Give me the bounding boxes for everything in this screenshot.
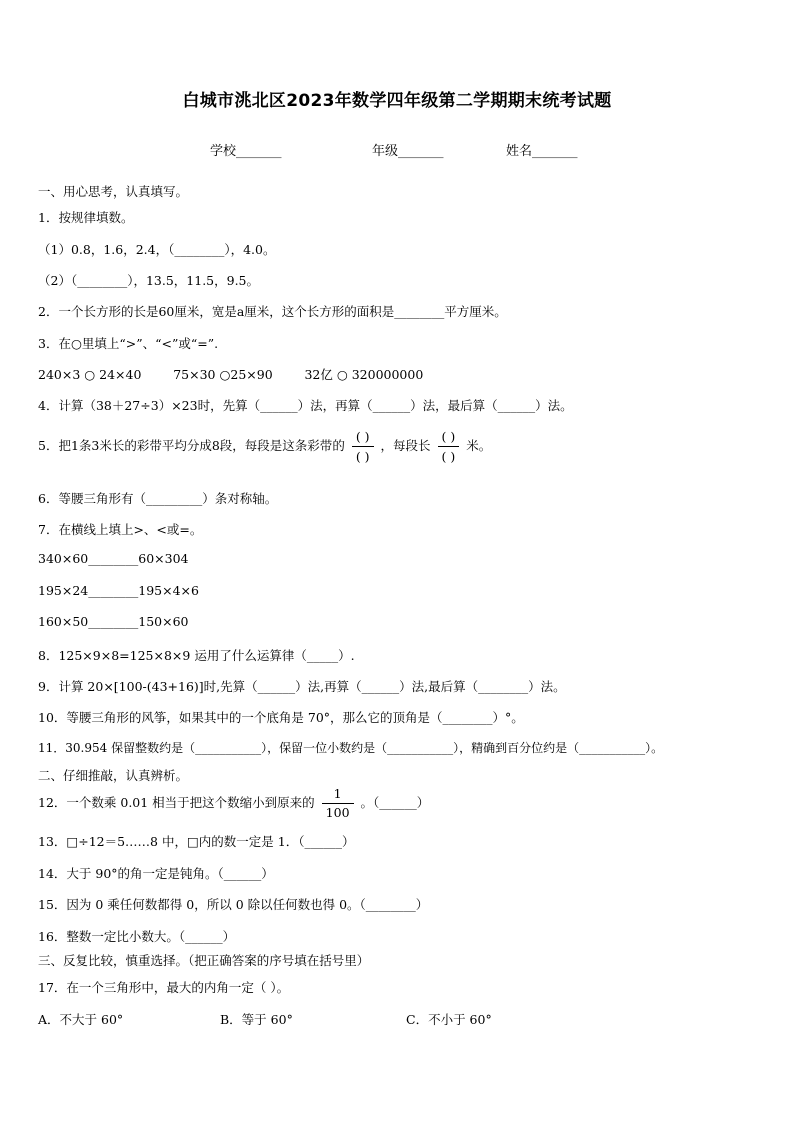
fraction-denominator: 100 — [325, 805, 350, 820]
section-2-heading: 二、仔细推敲，认真辨析。 — [38, 768, 189, 783]
grade-field: 年级_______ — [372, 144, 444, 159]
fraction-blank-2 — [438, 428, 460, 465]
question-4: 4．计算（38＋27÷3）×23时，先算（______）法，再算（______）法，最后算（______）法。 — [38, 398, 573, 413]
question-3-items: 240×3 ○ 24×40 75×30 ○25×90 32亿 ○ 320000000 — [38, 367, 424, 382]
question-17: 17．在一个三角形中，最大的内角一定（ ）。 — [38, 980, 290, 995]
fraction-blank-1 — [352, 428, 374, 465]
school-field: 学校_______ — [210, 144, 282, 159]
question-7-item-2: 195×24________195×4×6 — [38, 583, 199, 598]
question-1: 1．按规律填数。 — [38, 210, 134, 225]
page-title: 白城市洮北区2023年数学四年级第二学期期末统考试题 — [182, 91, 612, 111]
question-1-part-1: （1）0.8，1.6，2.4，（________），4.0。 — [38, 242, 276, 257]
question-5-text-start: 5．把1条3米长的彩带平均分成8段，每段是这条彩带的 — [38, 438, 345, 453]
question-7-item-3: 160×50________150×60 — [38, 614, 189, 629]
question-7: 7．在横线上填上>、<或=。 — [38, 522, 203, 537]
question-5-text-end: 米。 — [466, 438, 492, 453]
question-12-text-end: 。（______） — [360, 795, 430, 810]
fraction-blank-2-numerator: ( ) — [438, 428, 460, 447]
question-6: 6．等腰三角形有（_________）条对称轴。 — [38, 491, 278, 506]
question-12-text-start: 12．一个数乘 0.01 相当于把这个数缩小到原来的 — [38, 795, 315, 810]
question-8: 8．125×9×8=125×8×9 运用了什么运算律（_____）. — [38, 648, 355, 663]
question-5-text-middle: ，每段长 — [380, 438, 431, 453]
question-3: 3．在○里填上“>”、“<”或“=”. — [38, 336, 219, 351]
question-5 — [38, 428, 491, 465]
fraction-numerator: 1 — [322, 786, 354, 804]
fraction-blank-1-numerator: ( ) — [352, 428, 374, 447]
question-13: 13．□÷12＝5……8 中，□内的数一定是 1．（______） — [38, 834, 355, 849]
question-10: 10．等腰三角形的风筝，如果其中的一个底角是 70°，那么它的顶角是（________）°。 — [38, 710, 524, 725]
question-17-option-a: A．不大于 60° — [38, 1012, 124, 1027]
question-7-item-1: 340×60________60×304 — [38, 551, 189, 566]
question-1-part-2: （2）（________），13.5，11.5，9.5。 — [38, 273, 259, 288]
question-14: 14．大于 90°的角一定是钝角。（______） — [38, 866, 274, 881]
question-9: 9．计算 20×[100-(43+16)]时,先算（______）法,再算（______）法,最后算（________）法。 — [38, 679, 566, 694]
question-12 — [38, 786, 429, 821]
question-11: 11．30.954 保留整数约是（___________），保留一位小数约是（___________），精确到百分位约是（___________）。 — [38, 741, 664, 755]
fraction-blank-2-denominator: ( ) — [441, 449, 456, 464]
fraction-blank-1-denominator: ( ) — [355, 449, 370, 464]
name-field: 姓名_______ — [506, 144, 578, 159]
fraction-one-hundredth — [322, 786, 354, 821]
section-1-heading: 一、用心思考，认真填写。 — [38, 184, 189, 199]
question-17-option-b: B．等于 60° — [220, 1012, 293, 1027]
section-3-heading: 三、反复比较，慎重选择。（把正确答案的序号填在括号里） — [38, 953, 370, 968]
question-2: 2．一个长方形的长是60厘米，宽是a厘米，这个长方形的面积是________平方厘米。 — [38, 304, 507, 319]
question-15: 15．因为 0 乘任何数都得 0，所以 0 除以任何数也得 0。（________） — [38, 897, 429, 912]
question-16: 16．整数一定比小数大。（______） — [38, 929, 236, 944]
question-17-option-c: C．不小于 60° — [406, 1012, 492, 1027]
